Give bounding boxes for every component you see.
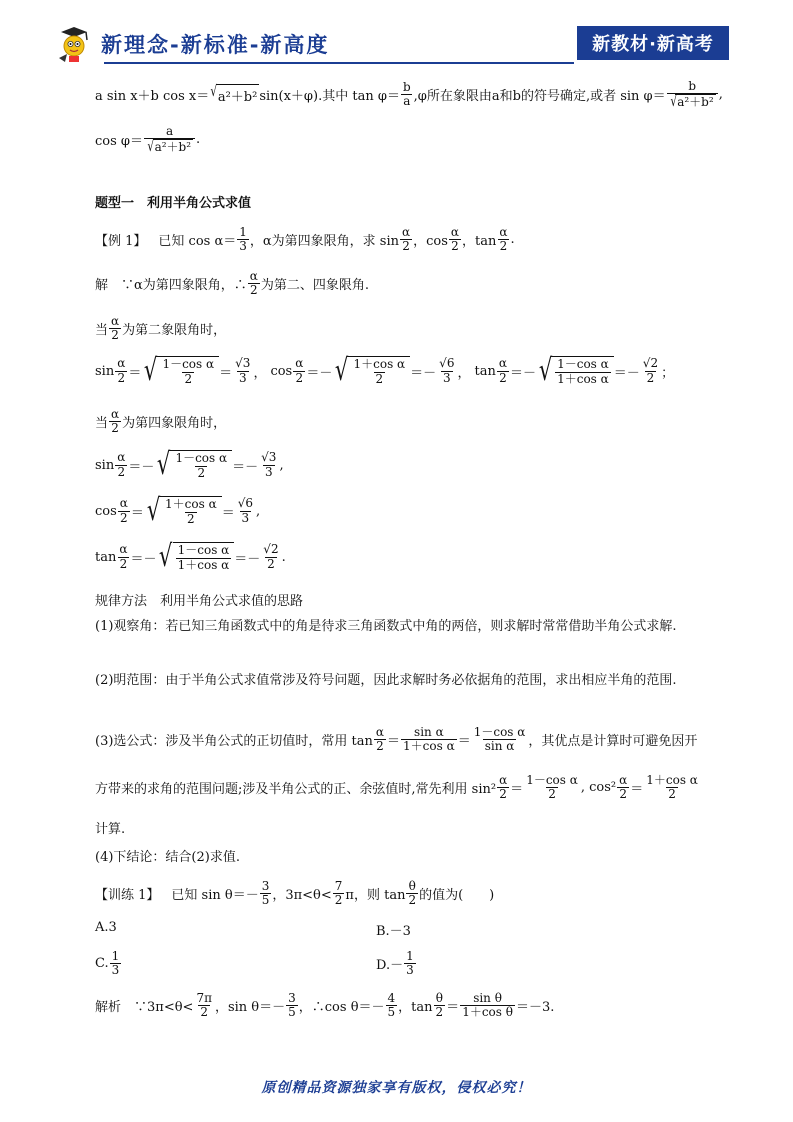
intro-cos-text: cos φ＝ <box>95 134 144 150</box>
example-tag: 【例 1】 <box>95 234 147 250</box>
section-title: 题型一 利用半角公式求值 <box>95 196 252 211</box>
fourth-sin: sin $\frac{\alpha}{2}$ ＝－ √ $\frac{\text{1－cos α}}{2}$ ＝－ $\frac{√3}{3}$ , <box>95 447 284 482</box>
method-p3-line1: (3)选公式：涉及半角公式的正切值时，常用 tan $\frac{\alpha}{2}$ ＝ $\frac{\text{sin α}}{\text{1＋cos α}}$ ＝ $\frac{\text{1－cos α}}{\text{sin α}}$ ，其优点是计算时可避免因开 <box>95 725 698 754</box>
intro-line-2: cos φ＝ a √ a²＋b² . <box>95 124 201 156</box>
method-p1: (1)观察角：若已知三角函数式中的角是待求三角函数式中角的两倍，则求解时常常借助半角公式求解. <box>95 619 677 634</box>
method-title: 规律方法 利用半角公式求值的思路 <box>95 594 304 609</box>
example-1: 【例 1】 已知 cos α＝ $\frac{1}{3}$ ，α为第四象限角，求 sin $\frac{\alpha}{2}$ ，cos $\frac{\alpha}{2}$ ，tan $\frac{\alpha}{2}$ . <box>95 225 515 254</box>
case-fourth-quadrant: 当 $\frac{\alpha}{2}$ 为第四象限角时， <box>95 407 227 436</box>
header-title: 新理念-新标准-新高度 <box>101 33 330 57</box>
header-logo-group <box>57 22 329 66</box>
method-p3-line2: 方带来的求角的范围问题;涉及半角公式的正、余弦值时,常先利用 sin² $\frac{\alpha}{2}$ ＝ $\frac{\text{1－cos α}}{2}$ , cos² $\frac{\alpha}{2}$ ＝ $\frac{\text{1＋cos α}}{2}$ <box>95 773 698 802</box>
analysis: 解析 ∵3π<θ< $\frac{7\pi}{2}$ ，sin θ＝－ $\frac{3}{5}$ ，∴cos θ＝－ $\frac{4}{5}$ ，tan $\frac{\theta}{2}$ ＝ $\frac{\text{sin θ}}{\text{1＋cos θ}}$ ＝－3. <box>95 991 555 1020</box>
second-quadrant-values: sin $\frac{\alpha}{2}$ ＝ √ $\frac{\text{1－cos α}}{2}$ ＝ $\frac{√3}{3}$ ， cos $\frac{\alpha}{2}$ ＝－ √ $\frac{\text{1＋cos α}}{2}$ ＝－ $\frac{√6}{3}$ ， tan $\frac{\alpha}{2}$ ＝－ √ $\frac{\text{1－cos α}}{\text{1＋cos α}}$ ＝－ $\frac{√2}{2}$ ； <box>95 353 675 388</box>
option-d[interactable]: D.－ $\frac{1}{3}$ <box>376 949 414 978</box>
solution-line-1: 解 ∵α为第四象限角，∴ $\frac{\alpha}{2}$ 为第二、四象限角. <box>95 269 370 298</box>
footer-copyright: 原创精品资源独家享有版权，侵权必究！ <box>261 1080 532 1096</box>
intro-line-1: a sin x＋b cos x＝ √ a²＋b² sin(x＋φ).其中 tan φ＝ $\frac{b}{a}$ ,φ所在象限由a和b的符号确定,或者 sin φ＝ b √ a²＋b² , <box>95 79 723 111</box>
mascot-logo-icon <box>57 24 91 64</box>
option-b[interactable]: B.－3 <box>376 924 411 939</box>
option-c[interactable]: C. $\frac{1}{3}$ <box>95 949 120 978</box>
frac-b-over-a: $\frac{b}{a}$ <box>402 80 411 109</box>
sqrt-ab: √ a²＋b² <box>210 82 258 106</box>
method-p3-end: 计算. <box>95 822 126 837</box>
header-underline <box>104 62 574 64</box>
fourth-tan: tan $\frac{\alpha}{2}$ ＝－ √ $\frac{\text{1－cos α}}{\text{1＋cos α}}$ ＝－ $\frac{√2}{2}$ . <box>95 539 286 574</box>
frac-cos-phi: a √ a²＋b² <box>144 125 195 154</box>
frac-sin-phi: b √ a²＋b² <box>667 80 718 109</box>
method-p2: (2)明范围：由于半角公式求值常涉及符号问题，因此求解时务必依据角的范围，求出相应半角的范围. <box>95 673 677 688</box>
training-1: 【训练 1】 已知 sin θ＝－ $\frac{3}{5}$ ，3π<θ< $\frac{7}{2}$ π，则 tan $\frac{\theta}{2}$ 的值为( ) <box>95 879 495 908</box>
intro-text-b: sin(x＋φ).其中 tan φ＝ <box>259 89 400 105</box>
fourth-cos: cos $\frac{\alpha}{2}$ ＝ √ $\frac{\text{1＋cos α}}{2}$ ＝ $\frac{√6}{3}$ , <box>95 493 261 528</box>
case-second-quadrant: 当 $\frac{\alpha}{2}$ 为第二象限角时， <box>95 314 227 343</box>
header-badge: 新教材·新高考 <box>577 26 729 60</box>
intro-text-c: ,φ所在象限由a和b的符号确定,或者 sin φ＝ <box>413 89 666 105</box>
option-a[interactable]: A.3 <box>95 920 117 935</box>
intro-text-a: a sin x＋b cos x＝ <box>95 89 210 105</box>
method-p4: (4)下结论：结合(2)求值. <box>95 850 240 865</box>
